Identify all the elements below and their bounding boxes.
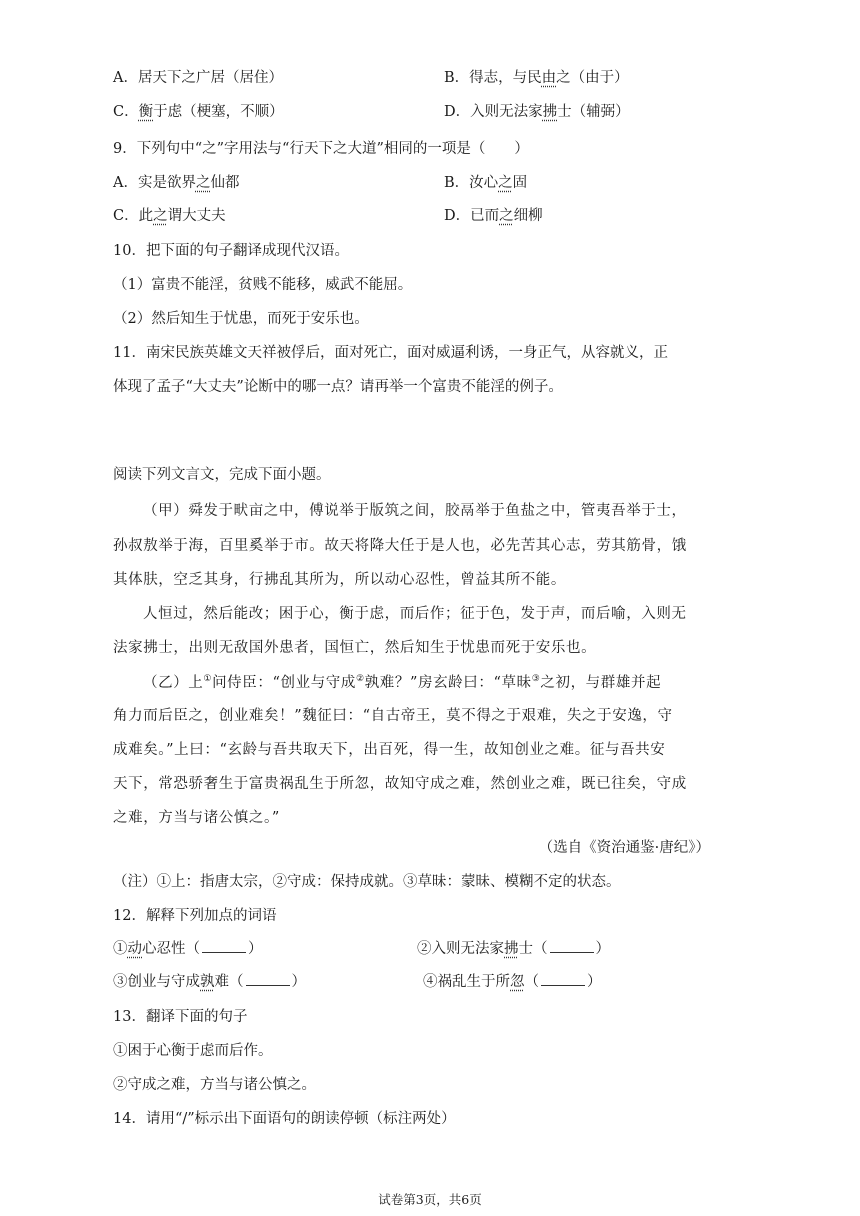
page-footer: 试卷第3页，共6页 <box>378 1192 482 1207</box>
q9-option-b: B．汝心之固 <box>444 175 528 191</box>
answer-blank[interactable] <box>550 940 594 953</box>
passage-jia-line-5: 法家拂士，出则无敌国外患者，国恒亡，然后知生于忧患而死于安乐也。 <box>113 640 597 656</box>
q12-item-4: ④祸乱生于所忽（ ） <box>423 974 602 990</box>
q11-line-1: 11．南宋民族英雄文天祥被俘后，面对死亡，面对威逼利诱，一身正气，从容就义，正 <box>113 345 668 361</box>
answer-blank[interactable] <box>541 973 585 986</box>
q12-stem: 12．解释下列加点的词语 <box>113 908 277 924</box>
q10-stem: 10．把下面的句子翻译成现代汉语。 <box>113 243 349 259</box>
footnote-ref-3: ③ <box>531 674 541 684</box>
passage-jia-line-1: （甲）舜发于畎亩之中，傅说举于版筑之间，胶鬲举于鱼盐之中，管夷吾举于士， <box>143 503 687 519</box>
q12-item-2: ②入则无法家拂士（ ） <box>417 941 610 957</box>
q13-stem: 13．翻译下面的句子 <box>113 1009 248 1025</box>
q9-option-c: C．此之谓大丈夫 <box>113 208 226 224</box>
passage-source: （选自《资治通鉴·唐纪》） <box>538 840 710 856</box>
passage-yi-line-1: （乙）上①问侍臣：“创业与守成②孰难？”房玄龄曰：“草昧③之初，与群雄并起 <box>143 674 662 691</box>
q12-item-3: ③创业与守成孰难（ ） <box>113 974 306 990</box>
q8-option-c: C．衡于虑（梗塞，不顺） <box>113 104 284 120</box>
q13-sentence-2: ②守成之难，方当与诸公慎之。 <box>113 1077 316 1093</box>
passage-yi-line-2: 角力而后臣之，创业难矣！”魏征曰：“自古帝王，莫不得之于艰难，失之于安逸，守 <box>113 708 673 724</box>
q9-option-a: A．实是欲界之仙都 <box>113 175 240 191</box>
q9-option-d: D．已而之细柳 <box>444 208 543 224</box>
q12-item-1: ①动心忍性（ ） <box>113 941 263 957</box>
q8-option-b: B．得志，与民由之（由于） <box>444 70 629 86</box>
passage-yi-line-5: 之难，方当与诸公慎之。” <box>113 810 280 826</box>
q14-stem: 14．请用“/”标示出下面语句的朗读停顿（标注两处） <box>113 1111 456 1127</box>
answer-blank[interactable] <box>202 940 246 953</box>
q13-sentence-1: ①困于心衡于虑而后作。 <box>113 1043 273 1059</box>
passage-yi-line-3: 成难矣。”上曰：“玄龄与吾共取天下，出百死，得一生，故知创业之难。征与吾共安 <box>113 742 666 758</box>
q8-option-a: A．居天下之广居（居住） <box>113 70 283 86</box>
passage-yi-line-4: 天下，常恐骄奢生于富贵祸乱生于所忽，故知守成之难，然创业之难，既已往矣，守成 <box>113 776 687 792</box>
footnote-ref-2: ② <box>356 674 365 684</box>
q10-sentence-2: （2）然后知生于忧患，而死于安乐也。 <box>113 311 369 327</box>
footnote-ref-1: ① <box>203 674 213 684</box>
q10-sentence-1: （1）富贵不能淫，贫贱不能移，威武不能屈。 <box>113 277 413 293</box>
passage-jia-line-2: 孙叔敖举于海，百里奚举于市。故天将降大任于是人也，必先苦其心志，劳其筋骨，饿 <box>113 538 687 554</box>
q9-stem: 9．下列句中“之”字用法与“行天下之大道”相同的一项是（ ） <box>113 141 529 157</box>
passage-jia-line-3: 其体肤，空乏其身，行拂乱其所为，所以动心忍性，曾益其所不能。 <box>113 572 566 588</box>
answer-blank[interactable] <box>246 973 290 986</box>
passage-note: （注）①上：指唐太宗，②守成：保持成就。③草昧：蒙昧、模糊不定的状态。 <box>113 874 621 890</box>
reading-intro: 阅读下列文言文，完成下面小题。 <box>113 467 331 483</box>
passage-jia-line-4: 人恒过，然后能改；困于心，衡于虑，而后作；征于色，发于声，而后喻，入则无 <box>143 606 687 622</box>
q8-option-d: D．入则无法家拂士（辅弼） <box>444 104 630 120</box>
q11-line-2: 体现了孟子“大丈夫”论断中的哪一点？请再举一个富贵不能淫的例子。 <box>113 379 563 395</box>
